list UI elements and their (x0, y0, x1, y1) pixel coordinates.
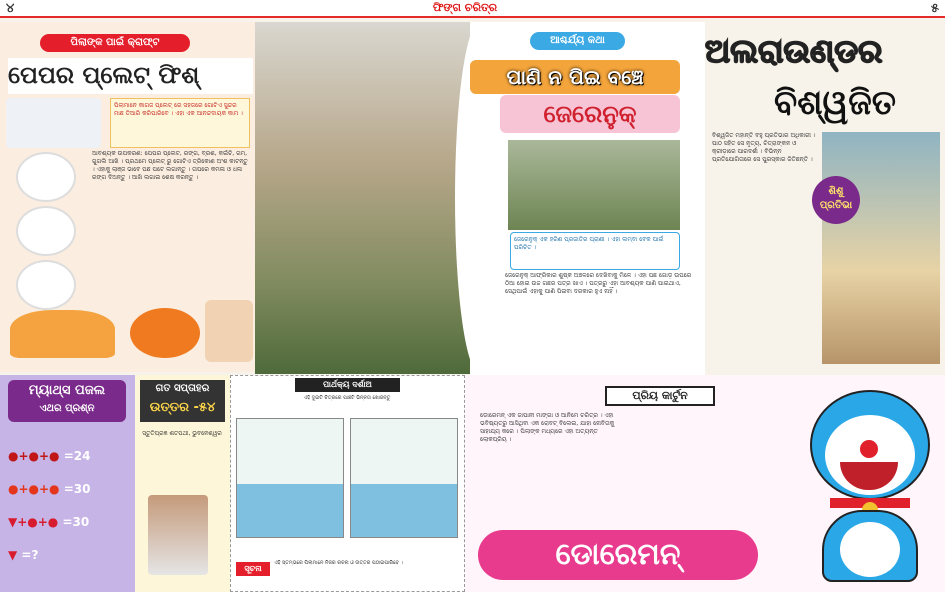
puzzle-eq-4: =? (21, 548, 39, 562)
cartoon-body: ଡୋରେମନ୍ ଏକ ଜାପାନୀ ମାଙ୍ଗା ଓ ଆନିମେ ଚରିତ୍ର । ଏହା ଭବିଷ୍ୟତରୁ ଆସିଥିବା ଏକ ରୋବଟ୍ ବିଲେଇ, ଯାହା ନୋବିତାକୁ ସାହାଯ୍ୟ କରେ । ପିଲାଙ୍କ ମଧ୍ୟରେ ଏହା ଅତ୍ୟନ୍ତ ଲୋକପ୍ରିୟ । (480, 412, 615, 443)
puzzle-eq-1: =24 (63, 449, 91, 463)
feature-body: ଜେରେନୁକ୍ ଆଫ୍ରିକାର ଶୁଷ୍କ ଅଞ୍ଚଳରେ ଦେଖିବାକୁ ମିଳେ । ଏହା ପଛ ଗୋଡ଼ ଉପରେ ଠିଆ ହୋଇ ଉଚ୍ଚ ଗଛର ପତ୍ର ଖାଏ । ପତ୍ରରୁ ଏହା ଆବଶ୍ୟକ ପାଣି ପାଇଥାଏ, ସେଥିପାଇଁ ଏହାକୁ ପାଣି ପିଇବା ଦରକାର ହୁଏ ନାହିଁ । (505, 272, 692, 295)
craft-title: ପେପର ପ୍ଲେଟ୍ ଫିଶ୍ (8, 61, 200, 89)
puzzle-title-1: ମ୍ୟାଥ୍ସ ପଜଲ (28, 383, 106, 398)
tomato-icon: ●+●+● (8, 482, 60, 496)
strawberry-icon: ▼+●+● (8, 515, 59, 529)
craft-steps-images (6, 150, 86, 315)
spot-subtitle: ଏହି ଦୁଇଟି ଚିତ୍ରରେ ପାଞ୍ଚଟି ଭିନ୍ନତା ଖୋଜନ୍ତୁ (303, 395, 391, 401)
child-photo (205, 300, 253, 362)
masthead: ଫିଙ୍ଗ ଚରିତ୍ର (432, 1, 498, 14)
puzzle-eq-3: =30 (62, 515, 90, 529)
answer-line-2: ଉତ୍ତର -୫୪ (149, 400, 216, 415)
craft-supplies-image (6, 98, 101, 148)
feature-caption: ଜେରେନୁକ୍ ଏକ ହରିଣ ପ୍ରଜାତିର ପ୍ରାଣୀ । ଏହା ଲମ୍ବା ବେକ ପାଇଁ ପରିଚିତ । (514, 236, 664, 251)
clownfish-image (130, 308, 200, 358)
winner-photo (148, 495, 208, 575)
spot-image-1 (236, 418, 344, 538)
spot-title: ପାର୍ଥକ୍ୟ ଦର୍ଶାଅ (295, 378, 400, 392)
craft-intro: ପିଲାମାନେ କାଗଜ ପ୍ଲେଟ୍ ରେ ସହଜରେ ଗୋଟିଏ ସୁନ୍ଦର ମାଛ ତିଆରି କରିପାରିବେ । ଏହା ଏକ ଆନନ୍ଦଦାୟକ କାମ । (114, 102, 243, 117)
page-number-right: ୫ (930, 1, 939, 16)
allrounder-title-1: ଅଲରାଉଣ୍ଡର (705, 32, 883, 70)
doraemon-image (800, 390, 940, 585)
puzzle-title-box (8, 380, 126, 422)
puzzle-row-4 (8, 539, 128, 572)
page-number-left: ୪ (6, 1, 15, 16)
puzzle-row-1 (8, 440, 128, 473)
talent-badge (812, 176, 860, 224)
cartoon-tag: ପ୍ରିୟ କାର୍ଟୁନ (605, 386, 715, 406)
gerenuk-side-photo (508, 140, 680, 230)
answer-winner: ସ୍ତୁତିପ୍ରଜ୍ଞ ଶତପଥୀ, ଭୁବନେଶ୍ୱର (142, 430, 222, 437)
spot-image-2 (350, 418, 458, 538)
puzzle-row-2 (8, 473, 128, 506)
allrounder-photo (822, 132, 940, 364)
notice-text: ଏହି ସ୍ତମ୍ଭରେ ପିଲାମାନେ ନିଜର ରଚନା ଓ ଉତ୍ତର ପଠାଇପାରିବେ । (274, 560, 403, 566)
paper-plate-fish-image (10, 310, 115, 358)
talent-badge-line-1: ଶିଶୁ (828, 186, 844, 197)
allrounder-body: ବିଶ୍ୱଜିତ ମହାନ୍ତି ବହୁ ପ୍ରତିଭାର ଅଧିକାରୀ । ପାଠ ସହିତ ସେ ନୃତ୍ୟ, ଚିତ୍ରାଙ୍କନ ଓ କ୍ରୀଡ଼ାରେ ପାରଦର୍ଶୀ । ବିଭିନ୍ନ ପ୍ରତିଯୋଗିତାରେ ସେ ପୁରସ୍କାର ଜିତିଛନ୍ତି । (712, 132, 816, 163)
notice-tag: ସୂଚନା (236, 562, 270, 576)
craft-body: ଆବଶ୍ୟକ ଉପକରଣ: ପେପର ପ୍ଲେଟ, ରଙ୍ଗ, ବ୍ରଶ, କଇଁଚି, ଗମ, ଗୁଗଲି ଆଖି । ପ୍ରଥମେ ପ୍ଲେଟ୍ ରୁ ଗୋଟିଏ ତ୍ରିକୋଣ ଅଂଶ କାଟନ୍ତୁ । ଏହାକୁ ଲାଞ୍ଜ ଭାବେ ପଛ ପଟେ ଲଗାନ୍ତୁ । ତାପରେ କମଳା ଓ ଧଳା ରଙ୍ଗ ଦିଅନ୍ତୁ । ଆଖି ଲଗାଇ ଶେଷ କରନ୍ତୁ । (92, 150, 248, 181)
craft-intro-box (110, 98, 250, 148)
feature-headline-1: ପାଣି ନ ପିଇ ବଞ୍ଚେ (470, 60, 680, 94)
talent-badge-line-2: ପ୍ରତିଭା (819, 200, 853, 211)
answer-line-1: ଗତ ସପ୍ତାହର (155, 383, 210, 394)
puzzle-eq-2: =30 (63, 482, 91, 496)
answer-box (140, 380, 225, 422)
strawberry-icon: ▼ (8, 548, 18, 562)
feature-caption-box (510, 232, 680, 270)
craft-tag: ପିଲାଙ୍କ ପାଇଁ କ୍ରାଫ୍ଟ (40, 34, 190, 52)
puzzle-title-2: ଏଥର ପ୍ରଶ୍ନ (39, 403, 95, 414)
feature-headline-2: ଜେରେନୁକ୍ (500, 95, 680, 133)
puzzle-equations (8, 440, 128, 580)
allrounder-title-2: ବିଶ୍ୱଜିତ (774, 83, 896, 123)
puzzle-row-3 (8, 506, 128, 539)
cherry-icon: ●+●+● (8, 449, 60, 463)
cartoon-title: ଡୋରେମନ୍ (478, 530, 758, 580)
feature-tag: ଆଶ୍ଚର୍ଯ୍ୟ କଥା (530, 32, 625, 50)
